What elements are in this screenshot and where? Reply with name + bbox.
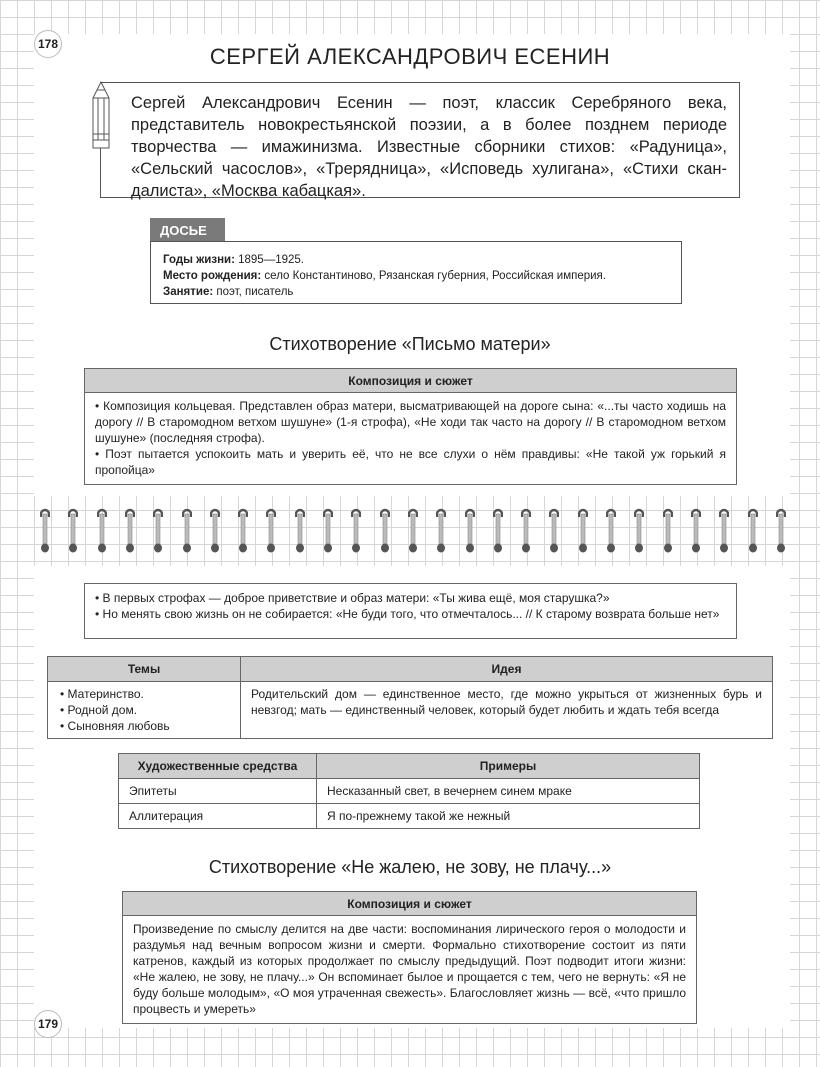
composition-header: Композиция и сюжет bbox=[85, 369, 737, 393]
intro-box bbox=[100, 82, 740, 198]
spiral-ring bbox=[521, 508, 531, 554]
spiral-ring bbox=[493, 508, 503, 554]
spiral-ring bbox=[436, 508, 446, 554]
spiral-ring bbox=[691, 508, 701, 554]
spiral-ring bbox=[153, 508, 163, 554]
devices-table bbox=[118, 753, 700, 829]
spiral-ring bbox=[408, 508, 418, 554]
composition-header: Композиция и сюжет bbox=[123, 892, 697, 916]
spiral-ring bbox=[578, 508, 588, 554]
spiral-ring bbox=[97, 508, 107, 554]
spiral-ring bbox=[748, 508, 758, 554]
theme-item: • Сыновняя любовь bbox=[60, 719, 170, 733]
spiral-ring bbox=[295, 508, 305, 554]
spiral-ring bbox=[634, 508, 644, 554]
themes-idea-table bbox=[47, 656, 773, 739]
themes-header: Темы bbox=[48, 657, 241, 682]
dossier-row-occupation: Занятие: поэт, писатель bbox=[163, 286, 294, 298]
pencil-icon bbox=[91, 80, 111, 152]
examples-header: Примеры bbox=[317, 754, 700, 779]
poem1-heading: Стихотворение «Письмо матери» bbox=[269, 334, 551, 354]
spiral-ring bbox=[323, 508, 333, 554]
idea-text: Родительский дом — единственное место, где можно укрыться от жизненных бурь и невзгод; мать — единственный человек, который будет любить и ждать тебя всегда bbox=[241, 682, 773, 739]
theme-item: • Родной дом. bbox=[60, 703, 138, 717]
spiral-ring bbox=[210, 508, 220, 554]
poem1-composition-table bbox=[84, 368, 737, 485]
composition-item: • В первых строфах — доброе приветствие и образ матери: «Ты жива ещё, моя старушка?» bbox=[95, 591, 610, 605]
spiral-ring bbox=[663, 508, 673, 554]
dossier-tab: ДОСЬЕ bbox=[150, 218, 225, 242]
spiral-ring bbox=[465, 508, 475, 554]
spiral-ring bbox=[182, 508, 192, 554]
spiral-ring bbox=[549, 508, 559, 554]
spiral-ring bbox=[380, 508, 390, 554]
dossier-row-years: Годы жизни: 1895—1925. bbox=[163, 254, 304, 266]
poem1-composition-continued bbox=[84, 583, 737, 639]
poem2-composition-table bbox=[122, 891, 697, 1024]
idea-header: Идея bbox=[241, 657, 773, 682]
composition-item: • Но менять свою жизнь он не собирается: «Не буди того, что отмечталось... // К старому возврата больше нет» bbox=[95, 607, 720, 621]
spiral-ring bbox=[719, 508, 729, 554]
spiral-ring bbox=[776, 508, 786, 554]
page-title: СЕРГЕЙ АЛЕКСАНДРОВИЧ ЕСЕНИН bbox=[209, 44, 611, 69]
spiral-ring bbox=[40, 508, 50, 554]
dossier-box bbox=[150, 241, 682, 304]
composition-text: Произведение по смыслу делится на две части: воспоминания лирического героя о молодости и раздумья над вечным вопросом жизни и смерти. Формально стихотворение состоит из пяти катренов, каждый из которых продолжает по смыслу предыдущий. Поэт подводит итоги жизни: «Не жалею, не зову, не плачу...» Он вспоминает былое и прощается с тем, чего не вернуть: «Я не буду больше молодым», «О моя утраченная свежесть». Благословляет жизнь — всё, «что пришло процвесть и умереть» bbox=[123, 916, 697, 1024]
composition-item: • Поэт пытается успокоить мать и уверить её, что не все слухи о нём правдивы: «Не такой уж горький я пропойца» bbox=[95, 447, 726, 477]
devices-header: Художественные средства bbox=[119, 754, 317, 779]
spiral-ring bbox=[238, 508, 248, 554]
spiral-ring bbox=[606, 508, 616, 554]
composition-item: • Композиция кольцевая. Представлен образ матери, высматривающей на дороге сына: «...ты часто ходишь на дорогу // В старомодном ветхом шушуне» (1-я строфа), «Не ходи так часто на дорогу // В старомодном ветхом шушуне» (последняя строфа). bbox=[95, 399, 726, 445]
table-row: Аллитерация Я по-прежнему такой же нежный bbox=[119, 804, 700, 829]
theme-item: • Материнство. bbox=[60, 687, 144, 701]
spiral-ring bbox=[351, 508, 361, 554]
spiral-ring bbox=[68, 508, 78, 554]
table-row: Эпитеты Несказанный свет, в вечернем синем мраке bbox=[119, 779, 700, 804]
spiral-ring bbox=[266, 508, 276, 554]
dossier-row-birthplace: Место рождения: село Константиново, Рязанская губерния, Российская империя. bbox=[163, 270, 606, 282]
spiral-ring bbox=[125, 508, 135, 554]
intro-text: Сергей Александрович Есенин — поэт, классик Серебряного века, представитель новокрестьянской поэзии, а в более позднем периоде творчества — имажинизма. Известные сборники стихов: «Радуница», «Сельский часослов», «Трерядница», «Исповедь хулигана», «Стихи скандалиста», «Москва кабацкая». bbox=[131, 94, 727, 200]
poem2-heading: Стихотворение «Не жалею, не зову, не плачу...» bbox=[208, 857, 612, 877]
page-number-bottom: 179 bbox=[34, 1010, 62, 1038]
page-number-top: 178 bbox=[34, 30, 62, 58]
